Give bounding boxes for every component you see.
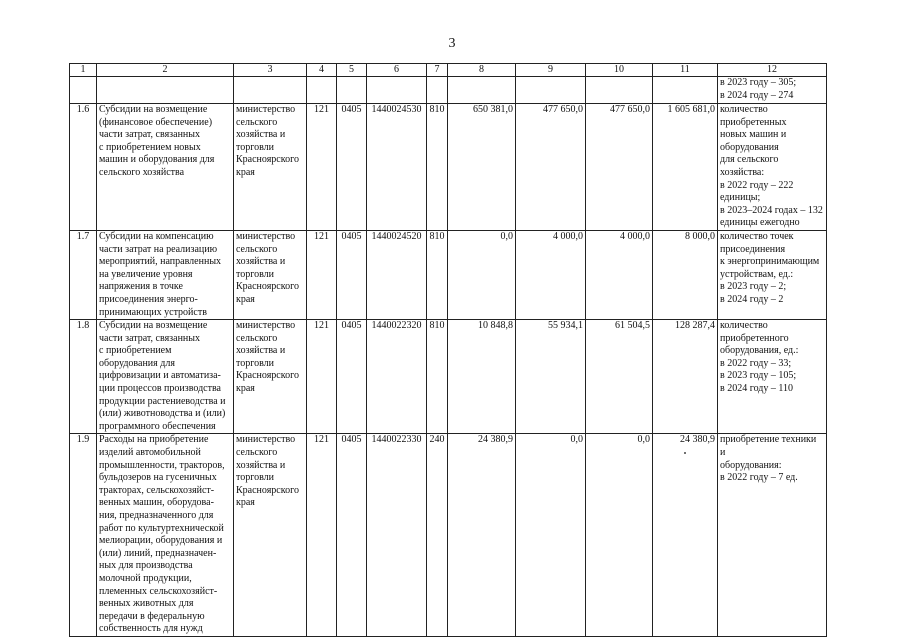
column-header: 2 [97,64,234,77]
amount-total: 24 380,9 [653,434,718,637]
amount-2022: 0,0 [448,230,516,319]
measure-name: Расходы на приобретение изделий автомобильной промышленности, тракторов, бульдозеров на гусеничных тракторах, сельскохозяйст- венных машин, оборудова- ния, предназначенного для работ по культуртехнической мелиорации, оборудования и (или) линий, предназначен- ных для производства молочной продукции, племенных сельскохозяйст- венных животных для передачи в федеральную собственность для нужд [97,434,234,637]
amount-2023: 4 000,0 [516,230,586,319]
amount-2024: 4 000,0 [586,230,653,319]
result-cell: количество приобретенного оборудования, ед.: в 2022 году – 33; в 2023 году – 105; в 2024 году – 110 [718,320,827,434]
result-cell: приобретение техники и оборудования: в 2022 году – 7 ед. [718,434,827,637]
empty-cell [427,77,448,104]
ministry-name: министерство сельского хозяйства и торговли Красноярского края [234,434,307,637]
program-table [69,63,827,637]
amount-2023: 0,0 [516,434,586,637]
row-number: 1.8 [70,320,97,434]
csr-code: 1440022320 [367,320,427,434]
amount-total: 128 287,4 [653,320,718,434]
column-header: 12 [718,64,827,77]
table-row [70,230,827,319]
csr-code: 1440022330 [367,434,427,637]
column-header: 5 [337,64,367,77]
column-header: 3 [234,64,307,77]
grbs-code: 121 [307,230,337,319]
empty-cell [586,77,653,104]
amount-2023: 477 650,0 [516,104,586,231]
vr-code: 810 [427,320,448,434]
measure-name: Субсидии на возмещение части затрат, связанных с приобретением оборудования для цифровизации и автоматиза- ции процессов производства продукции растениеводства и (или) животноводства и (или) программного обеспечения [97,320,234,434]
column-header: 1 [70,64,97,77]
empty-cell [97,77,234,104]
continuation-row [70,77,827,104]
table-row [70,104,827,231]
vr-code: 240 [427,434,448,637]
vr-code: 810 [427,104,448,231]
amount-2022: 650 381,0 [448,104,516,231]
amount-2024: 0,0 [586,434,653,637]
grbs-code: 121 [307,434,337,637]
column-header: 4 [307,64,337,77]
ministry-name: министерство сельского хозяйства и торговли Красноярского края [234,230,307,319]
table-row [70,320,827,434]
empty-cell [234,77,307,104]
rzpr-code: 0405 [337,434,367,637]
rzpr-code: 0405 [337,230,367,319]
vr-code: 810 [427,230,448,319]
amount-2023: 55 934,1 [516,320,586,434]
measure-name: Субсидии на возмещение (финансовое обеспечение) части затрат, связанных с приобретением новых машин и оборудования для сельского хозяйства [97,104,234,231]
column-header: 9 [516,64,586,77]
row-number: 1.6 [70,104,97,231]
grbs-code: 121 [307,104,337,231]
ministry-name: министерство сельского хозяйства и торговли Красноярского края [234,104,307,231]
measure-name: Субсидии на компенсацию части затрат на реализацию мероприятий, направленных на увеличение уровня напряжения в точке присоединения энерго- принимающих устройств [97,230,234,319]
empty-cell [307,77,337,104]
empty-cell [337,77,367,104]
rzpr-code: 0405 [337,320,367,434]
amount-total: 1 605 681,0 [653,104,718,231]
amount-2022: 24 380,9 [448,434,516,637]
amount-2024: 477 650,0 [586,104,653,231]
empty-cell [70,77,97,104]
column-header: 10 [586,64,653,77]
ministry-name: министерство сельского хозяйства и торговли Красноярского края [234,320,307,434]
column-header: 7 [427,64,448,77]
result-cell: количество точек присоединения к энергопринимающим устройствам, ед.: в 2023 году – 2; в 2024 году – 2 [718,230,827,319]
empty-cell [448,77,516,104]
row-number: 1.9 [70,434,97,637]
row-number: 1.7 [70,230,97,319]
amount-2022: 10 848,8 [448,320,516,434]
page-number: 3 [448,36,456,51]
column-number-row [70,64,827,77]
column-header: 6 [367,64,427,77]
result-cell: в 2023 году – 305; в 2024 году – 274 [718,77,827,104]
empty-cell [516,77,586,104]
amount-total: 8 000,0 [653,230,718,319]
amount-2024: 61 504,5 [586,320,653,434]
empty-cell [367,77,427,104]
column-header: 11 [653,64,718,77]
grbs-code: 121 [307,320,337,434]
csr-code: 1440024520 [367,230,427,319]
column-header: 8 [448,64,516,77]
csr-code: 1440024530 [367,104,427,231]
empty-cell [653,77,718,104]
scan-speck [684,452,686,454]
result-cell: количество приобретенных новых машин и оборудования для сельского хозяйства: в 2022 году – 222 единицы; в 2023–2024 годах – 132 единицы ежегодно [718,104,827,231]
table-row [70,434,827,637]
rzpr-code: 0405 [337,104,367,231]
